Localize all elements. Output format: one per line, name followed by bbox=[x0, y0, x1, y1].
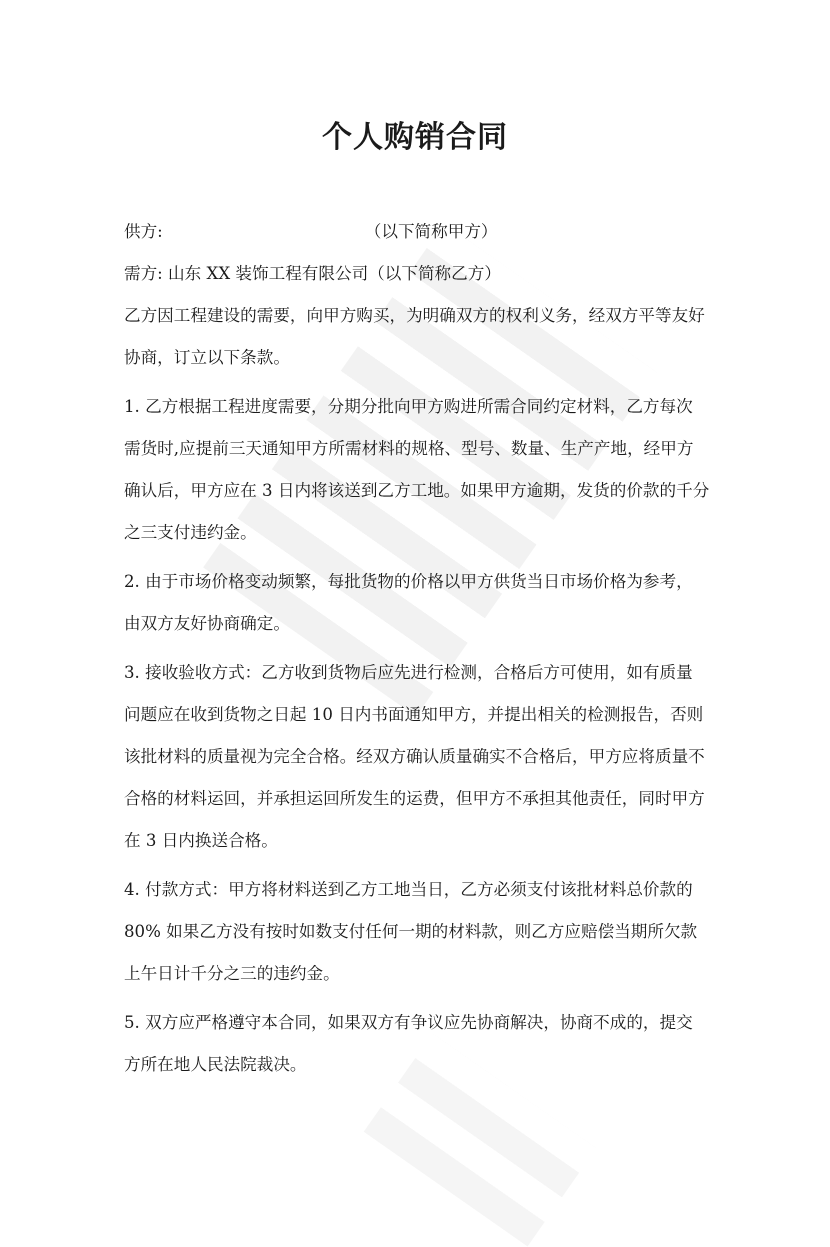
text-line: 3. 接收验收方式：乙方收到货物后应先进行检测，合格后方可使用，如有质量 bbox=[124, 663, 693, 682]
buyer-line bbox=[124, 253, 724, 295]
clause-5 bbox=[124, 1002, 724, 1086]
supplier-suffix: （以下简称甲方） bbox=[364, 222, 498, 241]
text-line: 需货时,应提前三天通知甲方所需材料的规格、型号、数量、生产产地，经甲方 bbox=[124, 439, 694, 458]
text-line: 在 3 日内换送合格。 bbox=[124, 831, 278, 850]
document-body bbox=[124, 211, 724, 1086]
text-line: 方所在地人民法院裁决。 bbox=[124, 1055, 307, 1074]
text-line: 乙方因工程建设的需要，向甲方购买，为明确双方的权利义务，经双方平等友好 bbox=[124, 306, 705, 325]
text-line: 4. 付款方式：甲方将材料送到乙方工地当日，乙方必须支付该批材料总价款的 bbox=[124, 880, 693, 899]
supplier-line bbox=[124, 211, 724, 253]
text-line: 上午日计千分之三的违约金。 bbox=[124, 964, 340, 983]
text-line: 2. 由于市场价格变动频繁，每批货物的价格以甲方供货当日市场价格为参考， bbox=[124, 572, 693, 591]
clause-1 bbox=[124, 386, 724, 554]
text-line: 协商，订立以下条款。 bbox=[124, 348, 290, 367]
supplier-label: 供方: bbox=[124, 222, 163, 241]
clause-4 bbox=[124, 869, 724, 995]
text-line: 5. 双方应严格遵守本合同，如果双方有争议应先协商解决，协商不成的，提交 bbox=[124, 1013, 693, 1032]
text-line: 由双方友好协商确定。 bbox=[124, 614, 290, 633]
contract-clauses bbox=[124, 253, 724, 1086]
text-line: 该批材料的质量视为完全合格。经双方确认质量确实不合格后，甲方应将质量不 bbox=[124, 747, 705, 766]
text-line: 合格的材料运回，并承担运回所发生的运费，但甲方不承担其他责任，同时甲方 bbox=[124, 789, 705, 808]
text-line: 问题应在收到货物之日起 10 日内书面通知甲方，并提出相关的检测报告，否则 bbox=[124, 705, 704, 724]
clause-2 bbox=[124, 561, 724, 645]
document-title: 个人购销合同 bbox=[322, 120, 508, 155]
text-line: 需方: 山东 XX 装饰工程有限公司（以下简称乙方） bbox=[124, 264, 501, 283]
text-line: 之三支付违约金。 bbox=[124, 523, 257, 542]
text-line: 1. 乙方根据工程进度需要，分期分批向甲方购进所需合同约定材料，乙方每次 bbox=[124, 397, 693, 416]
text-line: 确认后，甲方应在 3 日内将该送到乙方工地。如果甲方逾期，发货的价款的千分 bbox=[124, 481, 710, 500]
text-line: 80% 如果乙方没有按时如数支付任何一期的材料款，则乙方应赔偿当期所欠款 bbox=[124, 922, 698, 941]
clause-3 bbox=[124, 652, 724, 862]
preamble bbox=[124, 295, 724, 379]
